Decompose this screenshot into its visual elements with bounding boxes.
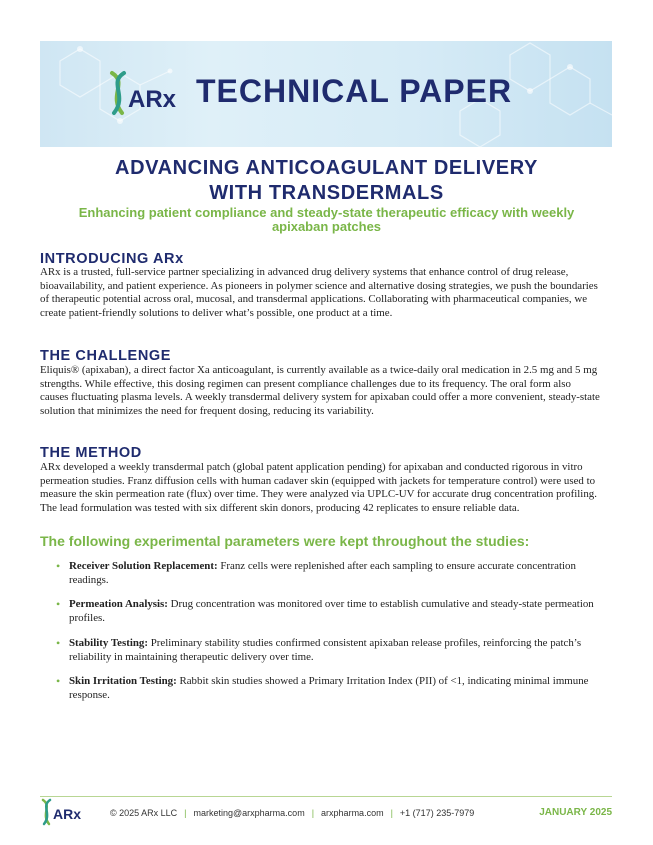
intro-body: ARx is a trusted, full-service partner specializing in advanced drug delivery systems that enhance control of drug release, bioavailability, and patient experience. As pioneers in polymer science and alternative dosing strategies, we push the boundaries of therapeutic potential across oral, mucosal, and transdermal applications. Collaborating with pharmaceutical companies, we create patient-friendly solutions to deliver what’s possible, one product at a time. [40,266,598,320]
parameters-lead: The following experimental parameters were kept throughout the studies: [40,533,530,549]
param-label: Skin Irritation Testing: [69,675,177,688]
list-item [40,637,600,664]
page-title [0,156,653,206]
list-item [40,598,600,625]
title-line-2: WITH TRANSDERMALS [209,182,444,204]
param-text: Franz cells were replenished after each sampling to ensure accurate concentration readings. [69,560,576,586]
footer-website[interactable]: arxpharma.com [321,808,384,818]
logo-text: ARx [128,86,177,113]
footer-divider [40,796,612,797]
footer [40,802,612,826]
param-label: Stability Testing: [69,636,148,649]
bullet-icon: • [56,597,61,612]
footer-email[interactable]: marketing@arxpharma.com [193,808,305,818]
method-heading: THE METHOD [40,445,142,461]
title-line-1: ADVANCING ANTICOAGULANT DELIVERY [115,157,538,179]
list-item [40,675,600,702]
page-subtitle: Enhancing patient compliance and steady-state therapeutic efficacy with weekly apixaban patches [78,205,575,234]
challenge-body: Eliquis® (apixaban), a direct factor Xa anticoagulant, is currently available as a twice-daily oral medication in 2.5 mg and 5 mg strengths. While effective, this dosing regimen can present compliance challenges due to its frequency. The oral form also causes fluctuating plasma levels. A weekly transdermal delivery system for apixaban could offer a more convenient, steady-state solution that minimizes the need for frequent dosing, reducing its variability. [40,364,600,418]
challenge-heading: THE CHALLENGE [40,348,172,364]
footer-contact [110,808,474,818]
bullet-icon: • [56,559,61,573]
list-item [40,560,600,587]
param-text: Drug concentration was monitored over time to establish cumulative and steady-state permeation profiles. [69,598,594,625]
method-body: ARx developed a weekly transdermal patch (global patent application pending) for apixaban and conducted rigorous in vitro permeation studies. Franz diffusion cells with human cadaver skin (equipped with jackets for temperature control) were used to measure the skin permeation rate (flux) over time. They were analyzed via UPLC-UV for accurate drug concentration profiling. The lead formulation was tested with six different skin donors, producing 42 replicates to ensure reliable data. [40,461,597,515]
parameters-list [40,560,600,714]
footer-separator: | [184,808,187,818]
footer-copyright: © 2025 ARx LLC [110,808,178,818]
footer-phone[interactable]: +1 (717) 235-7979 [399,808,475,818]
banner-title: TECHNICAL PAPER [196,73,513,109]
footer-logo-text: ARx [53,806,82,822]
footer-separator: | [390,808,393,818]
param-label: Receiver Solution Replacement: [69,560,218,572]
arx-logo [106,69,186,117]
param-text: Rabbit skin studies showed a Primary Irritation Index (PII) of <1, indicating minimal immune response. [69,675,589,701]
footer-separator: | [311,808,315,818]
footer-date: JANUARY 2025 [539,807,612,818]
footer-logo [40,798,88,826]
param-label: Permeation Analysis: [69,598,168,611]
bullet-icon: • [56,674,61,689]
param-text: Preliminary stability studies confirmed consistent apixaban release profiles, reinforcing the patch’s reliability in maintaining therapeutic delivery over time. [69,636,582,663]
bullet-icon: • [56,635,61,650]
header-banner [40,41,612,147]
intro-heading: INTRODUCING ARx [40,251,184,267]
